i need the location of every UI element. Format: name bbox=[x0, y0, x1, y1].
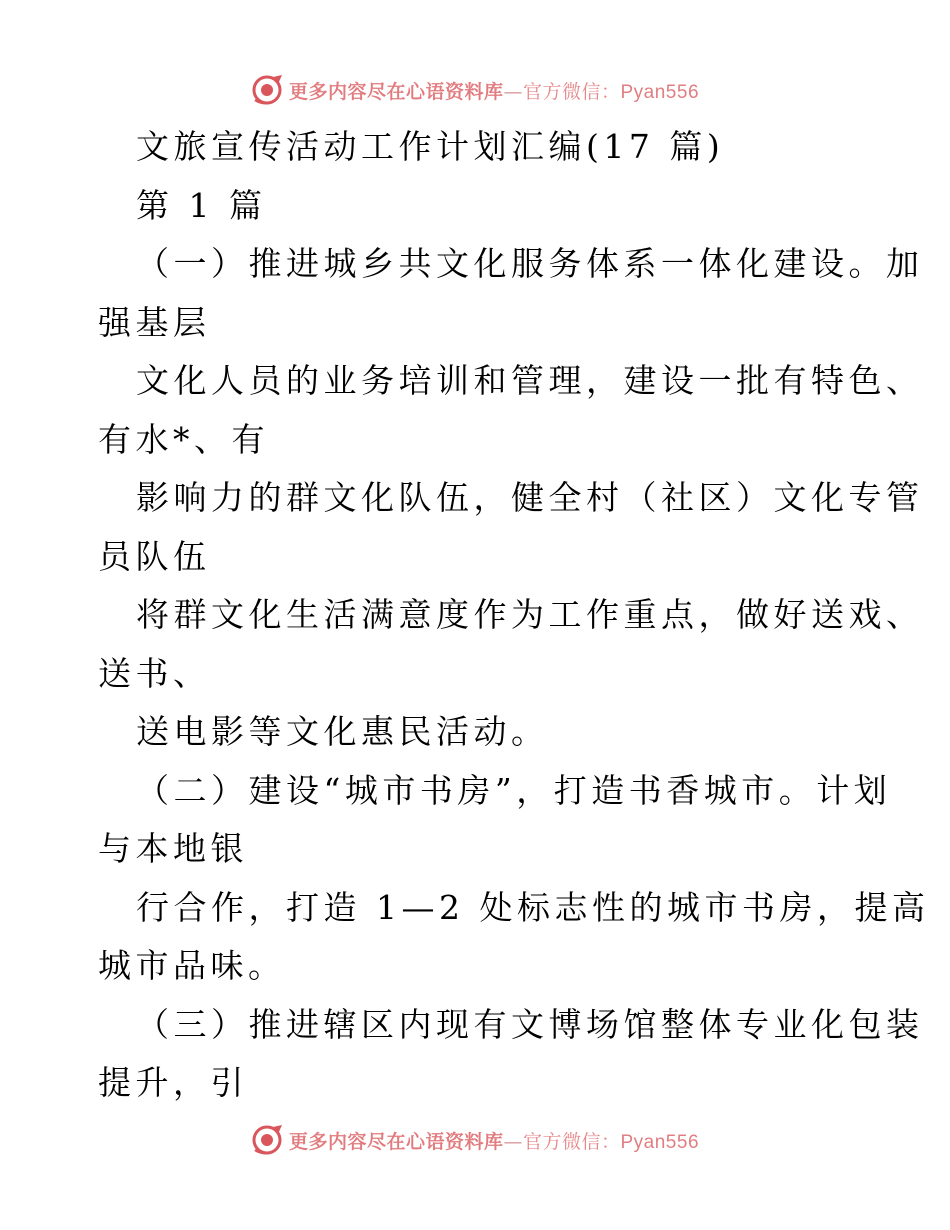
paragraph-line: 文化人员的业务培训和管理，建设一批有特色、 bbox=[136, 361, 924, 400]
brand-logo-icon bbox=[251, 73, 285, 107]
paragraph-line: 员队伍 bbox=[98, 536, 211, 576]
header-watermark bbox=[0, 72, 950, 108]
paragraph-line: 影响力的群文化队伍，健全村（社区）文化专管 bbox=[136, 478, 924, 517]
watermark-contact-id: Pyan556 bbox=[620, 1131, 700, 1153]
watermark-brand: 更多内容尽在心语资料库 bbox=[288, 80, 504, 103]
document-body bbox=[98, 118, 930, 1113]
paragraph-line: 提升，引 bbox=[98, 1063, 248, 1102]
watermark-separator: — bbox=[503, 80, 523, 103]
document-title: 文旅宣传活动工作计划汇编(17 篇) bbox=[136, 127, 725, 166]
watermark-separator: — bbox=[503, 1130, 523, 1153]
paragraph-line: 有水*、有 bbox=[98, 419, 269, 459]
paragraph-line: 与本地银 bbox=[98, 829, 248, 868]
paragraph-line: （一）推进城乡共文化服务体系一体化建设。加 bbox=[136, 244, 924, 283]
paragraph-line: 行合作，打造 1—2 处标志性的城市书房，提高 bbox=[136, 887, 930, 927]
footer-watermark bbox=[0, 1122, 950, 1158]
section-heading: 第 1 篇 bbox=[136, 185, 267, 225]
paragraph-line: 将群文化生活满意度作为工作重点，做好送戏、 bbox=[136, 595, 924, 634]
watermark-brand: 更多内容尽在心语资料库 bbox=[288, 1130, 504, 1153]
paragraph-line: （三）推进辖区内现有文博场馆整体专业化包装 bbox=[136, 1004, 924, 1044]
watermark-contact-prefix: 官方微信： bbox=[522, 80, 621, 103]
brand-logo-icon bbox=[251, 1123, 285, 1157]
paragraph-line: 强基层 bbox=[98, 302, 211, 342]
watermark-text bbox=[289, 1127, 699, 1154]
watermark-text bbox=[289, 77, 699, 104]
watermark-contact-prefix: 官方微信： bbox=[522, 1130, 621, 1153]
paragraph-line: （二）建设“城市书房”，打造书香城市。计划 bbox=[136, 770, 892, 810]
paragraph-line: 送电影等文化惠民活动。 bbox=[136, 712, 549, 751]
watermark-contact-id: Pyan556 bbox=[620, 81, 700, 103]
paragraph-line: 城市品味。 bbox=[98, 946, 286, 985]
paragraph-line: 送书、 bbox=[98, 653, 211, 693]
